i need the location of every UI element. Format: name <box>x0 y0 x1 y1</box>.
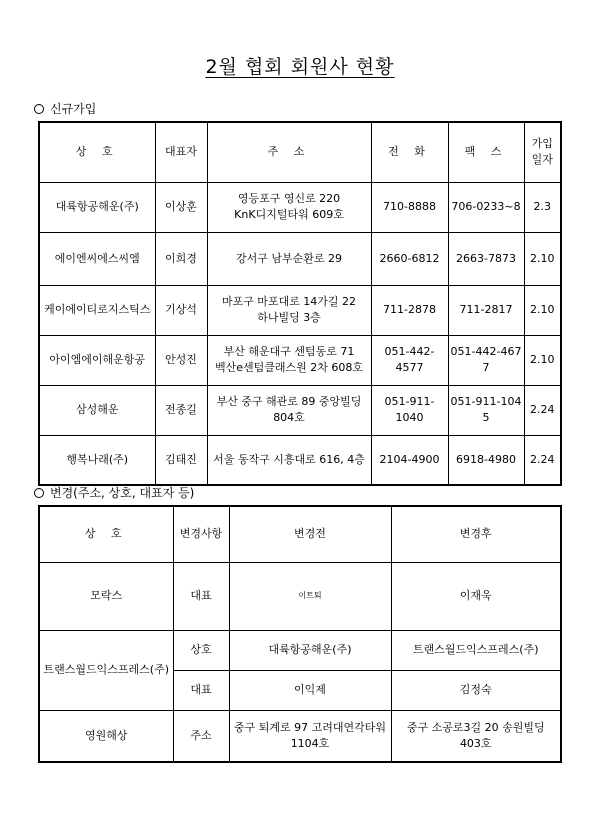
before-value: 중구 퇴계로 97 고려대연각타워 1104호 <box>229 710 391 762</box>
before-value: 대륙항공해운(주) <box>229 630 391 670</box>
table-row <box>39 385 561 435</box>
header-join-date: 가입 일자 <box>524 122 561 182</box>
member-name: 케이에이티로지스틱스 <box>39 285 155 335</box>
table-row <box>39 182 561 232</box>
member-address: 서울 동작구 시흥대로 616, 4층 <box>207 435 371 485</box>
header-before: 변경전 <box>229 506 391 562</box>
new-members-table <box>38 121 562 486</box>
member-name: 대륙항공해운(주) <box>39 182 155 232</box>
member-representative: 안성진 <box>155 335 207 385</box>
member-join-date: 2.3 <box>524 182 561 232</box>
header-address: 주 소 <box>207 122 371 182</box>
member-representative: 전종길 <box>155 385 207 435</box>
company-name: 모락스 <box>39 562 173 630</box>
header-name: 상 호 <box>39 506 173 562</box>
before-value: 이익제 <box>229 670 391 710</box>
after-value: 이재욱 <box>391 562 561 630</box>
page-title: 2월 협회 회원사 현황 <box>205 56 395 78</box>
member-representative: 기상석 <box>155 285 207 335</box>
member-join-date: 2.24 <box>524 385 561 435</box>
member-representative: 이상훈 <box>155 182 207 232</box>
changes-table <box>38 505 562 763</box>
company-name: 트랜스월드익스프레스(주) <box>39 630 173 710</box>
member-address: 강서구 남부순환로 29 <box>207 232 371 285</box>
member-fax: 2663-7873 <box>448 232 524 285</box>
after-value: 트랜스월드익스프레스(주) <box>391 630 561 670</box>
member-join-date: 2.10 <box>524 335 561 385</box>
section-new-members <box>34 100 96 117</box>
company-name: 영원해상 <box>39 710 173 762</box>
bullet-circle-icon <box>34 488 44 498</box>
member-address: 부산 중구 해관로 89 중앙빌딩 804호 <box>207 385 371 435</box>
member-address: 마포구 마포대로 14가길 22 하나빌딩 3층 <box>207 285 371 335</box>
header-after: 변경후 <box>391 506 561 562</box>
member-phone: 2660-6812 <box>371 232 448 285</box>
header-representative: 대표자 <box>155 122 207 182</box>
table-row <box>39 630 561 670</box>
member-phone: 710-8888 <box>371 182 448 232</box>
section-new-members-label: 신규가입 <box>50 102 97 116</box>
member-representative: 이희경 <box>155 232 207 285</box>
table-row <box>39 285 561 335</box>
header-change-type: 변경사항 <box>173 506 229 562</box>
after-value: 김정숙 <box>391 670 561 710</box>
before-value: 이트퇴 <box>229 562 391 630</box>
member-join-date: 2.10 <box>524 285 561 335</box>
member-fax: 706-0233~8 <box>448 182 524 232</box>
member-join-date: 2.10 <box>524 232 561 285</box>
table-row <box>39 435 561 485</box>
member-address: 영등포구 영신로 220 KnK디지털타워 609호 <box>207 182 371 232</box>
member-phone: 711-2878 <box>371 285 448 335</box>
member-join-date: 2.24 <box>524 435 561 485</box>
member-name: 아이엠에이해운항공 <box>39 335 155 385</box>
table-row <box>39 710 561 762</box>
member-representative: 김태진 <box>155 435 207 485</box>
change-type: 상호 <box>173 630 229 670</box>
member-phone: 051-442-4577 <box>371 335 448 385</box>
header-name: 상 호 <box>39 122 155 182</box>
table-header-row <box>39 122 561 182</box>
member-name: 삼성해운 <box>39 385 155 435</box>
member-name: 행복나래(주) <box>39 435 155 485</box>
member-name: 에이엔씨에스씨엠 <box>39 232 155 285</box>
after-value: 중구 소공로3길 20 송원빌딩 403호 <box>391 710 561 762</box>
member-fax: 051-911-104 5 <box>448 385 524 435</box>
member-phone: 2104-4900 <box>371 435 448 485</box>
change-type: 주소 <box>173 710 229 762</box>
member-address: 부산 해운대구 센텀동로 71 벡산e센텀클래스원 2차 608호 <box>207 335 371 385</box>
table-row <box>39 335 561 385</box>
member-phone: 051-911-1040 <box>371 385 448 435</box>
member-fax: 6918-4980 <box>448 435 524 485</box>
section-changes <box>34 484 194 501</box>
change-type: 대표 <box>173 670 229 710</box>
bullet-circle-icon <box>34 104 44 114</box>
header-phone: 전 화 <box>371 122 448 182</box>
member-fax: 051-442-467 7 <box>448 335 524 385</box>
member-fax: 711-2817 <box>448 285 524 335</box>
table-row <box>39 562 561 630</box>
section-changes-label: 변경(주소, 상호, 대표자 등) <box>50 486 195 500</box>
header-fax: 팩 스 <box>448 122 524 182</box>
table-header-row <box>39 506 561 562</box>
change-type: 대표 <box>173 562 229 630</box>
table-row <box>39 232 561 285</box>
